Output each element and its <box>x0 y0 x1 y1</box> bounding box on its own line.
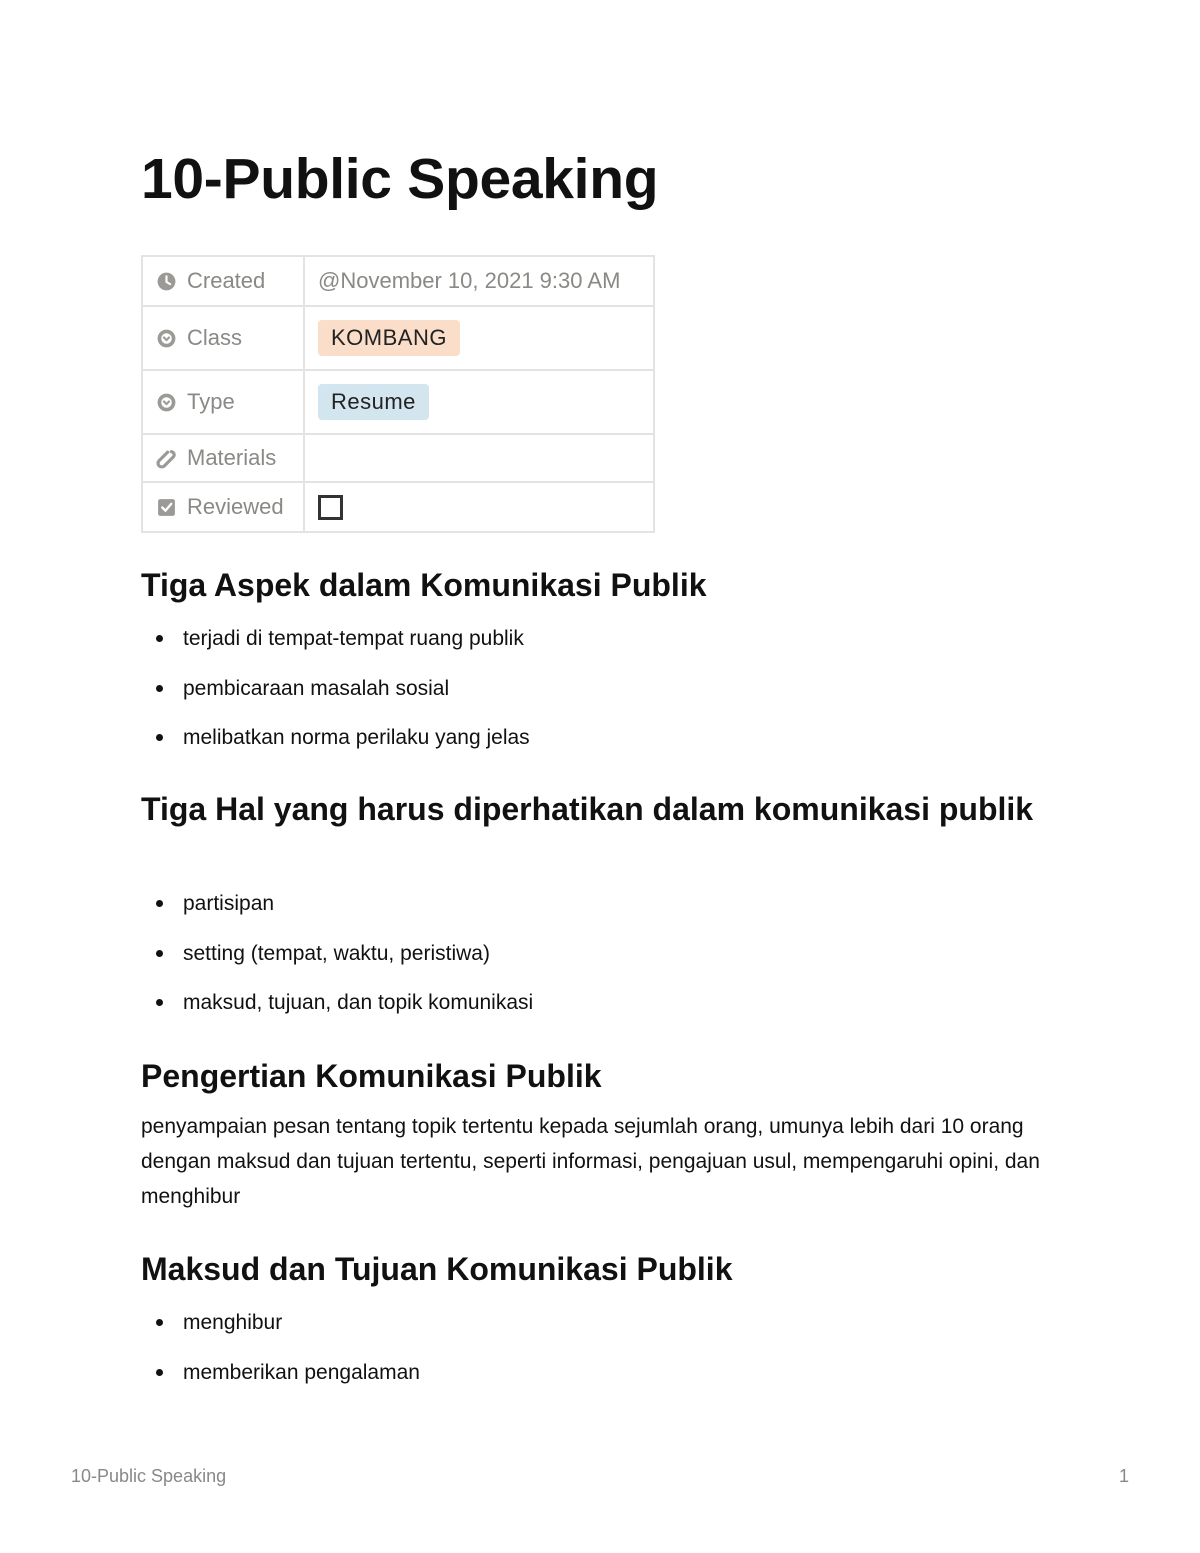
type-tag[interactable]: Resume <box>318 384 429 420</box>
list-item: menghibur <box>141 1310 420 1335</box>
attachment-icon <box>156 448 177 469</box>
list-item: memberikan pengalaman <box>141 1360 420 1385</box>
checkbox-property-icon <box>156 497 177 518</box>
property-label-materials: Materials <box>187 445 277 470</box>
class-tag[interactable]: KOMBANG <box>318 320 460 356</box>
bullet-list <box>141 626 530 775</box>
footer-doc-title: 10-Public Speaking <box>71 1466 227 1486</box>
list-item: terjadi di tempat-tempat ruang publik <box>141 626 530 651</box>
property-row-class <box>142 306 654 370</box>
clock-icon <box>156 271 177 292</box>
footer-page-number: 1 <box>1118 1466 1129 1486</box>
section-heading: Pengertian Komunikasi Publik <box>141 1058 602 1094</box>
list-item: maksud, tujuan, dan topik komunikasi <box>141 990 533 1015</box>
section-heading: Maksud dan Tujuan Komunikasi Publik <box>141 1251 733 1287</box>
paragraph: penyampaian pesan tentang topik tertentu kepada sejumlah orang, umunya lebih dari 10 orang dengan maksud dan tujuan tertentu, seperti informasi, pengajuan usul, mempengaruhi opini, dan menghibur <box>141 1115 1040 1208</box>
property-row-reviewed <box>142 482 654 532</box>
page-title: 10-Public Speaking <box>141 147 659 211</box>
select-icon <box>156 328 177 349</box>
list-item: partisipan <box>141 891 533 916</box>
property-label-reviewed: Reviewed <box>187 494 284 519</box>
bullet-list <box>141 1310 420 1409</box>
property-label-created: Created <box>187 268 266 293</box>
select-icon <box>156 392 177 413</box>
property-row-type <box>142 370 654 434</box>
property-label-class: Class <box>187 325 243 350</box>
section-heading: Tiga Hal yang harus diperhatikan dalam komunikasi publik <box>141 791 1034 827</box>
reviewed-checkbox[interactable] <box>318 495 343 520</box>
created-date-value[interactable]: @November 10, 2021 9:30 AM <box>318 268 621 293</box>
property-row-materials <box>142 434 654 482</box>
section-heading: Tiga Aspek dalam Komunikasi Publik <box>141 567 707 603</box>
list-item: setting (tempat, waktu, peristiwa) <box>141 941 533 966</box>
bullet-list <box>141 891 533 1040</box>
list-item: melibatkan norma perilaku yang jelas <box>141 725 530 750</box>
list-item: pembicaraan masalah sosial <box>141 676 530 701</box>
properties-table <box>141 255 655 533</box>
property-row-created <box>142 256 654 306</box>
property-label-type: Type <box>187 389 235 414</box>
